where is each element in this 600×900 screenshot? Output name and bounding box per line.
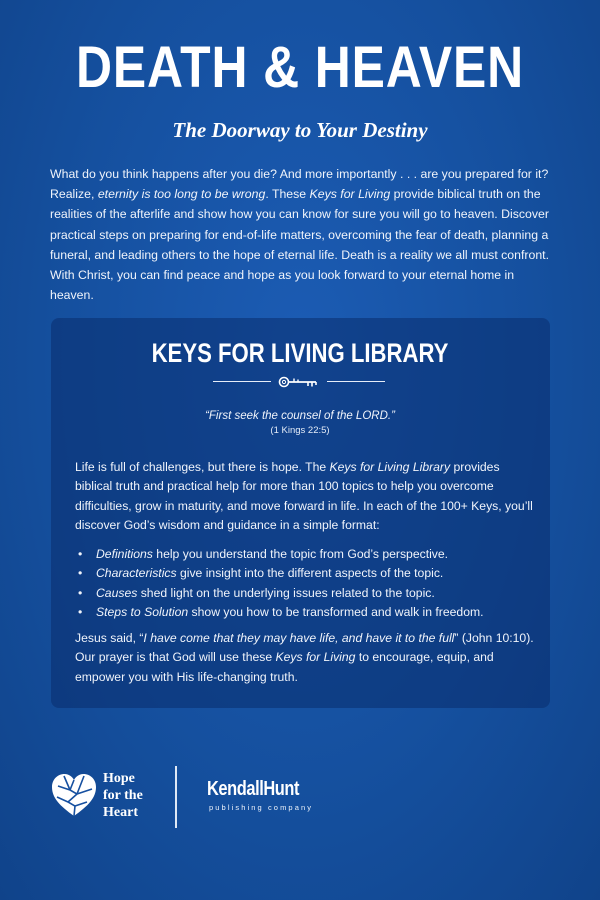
publisher-tagline: publishing company bbox=[209, 803, 314, 812]
bullet-icon: • bbox=[78, 566, 83, 581]
intro-emphasis: eternity is too long to be wrong bbox=[97, 187, 266, 202]
list-term: Steps to Solution bbox=[96, 604, 189, 619]
closing-text: Jesus said, “ bbox=[75, 631, 144, 645]
list-item bbox=[75, 603, 535, 622]
list-item bbox=[75, 584, 535, 603]
hope-logo-line: for the bbox=[103, 788, 143, 803]
hope-logo-line: Hope bbox=[103, 771, 135, 786]
divider-line-right bbox=[327, 381, 385, 382]
list-item bbox=[75, 545, 535, 564]
key-divider bbox=[213, 372, 385, 392]
list-text: give insight into the different aspects of the topic. bbox=[176, 566, 444, 581]
intro-emphasis: Keys for Living bbox=[309, 187, 391, 202]
closing-emphasis: Keys for Living bbox=[275, 650, 356, 665]
intro-text: provide biblical truth on the realities of the afterlife and show how you can know for sure you will go to heaven. Discover practical steps on preparing for end-of-life matters, overcoming the fear of death, planning a funeral, and leading others to the hope of eternal life. Death is a reality we all must confront. With Christ, you can find peace and hope as you look forward to your eternal home in heaven. bbox=[50, 187, 549, 303]
footer-divider bbox=[175, 766, 177, 828]
bullet-icon: • bbox=[78, 547, 83, 561]
heart-logo-icon bbox=[50, 772, 98, 820]
list-text: shed light on the underlying issues related to the topic. bbox=[137, 585, 435, 600]
hope-for-the-heart-logo bbox=[103, 770, 173, 821]
page-title: DEATH & HEAVEN bbox=[75, 35, 525, 100]
bullet-icon: • bbox=[78, 604, 83, 619]
library-text: Life is full of challenges, but there is hope. The bbox=[75, 460, 330, 474]
format-list bbox=[75, 545, 535, 622]
list-item bbox=[75, 564, 535, 583]
bullet-icon: • bbox=[78, 585, 83, 600]
divider-line-left bbox=[213, 381, 271, 382]
closing-paragraph bbox=[75, 629, 535, 687]
list-term: Causes bbox=[96, 585, 138, 600]
scripture-quote: “First seek the counsel of the LORD.” bbox=[205, 410, 395, 422]
page-subtitle: The Doorway to Your Destiny bbox=[172, 118, 428, 142]
hope-logo-line: Heart bbox=[103, 805, 138, 820]
kendall-hunt-logo: KendallHunt bbox=[207, 778, 300, 800]
closing-text: ” (John 10:10). Our prayer is that God will use these bbox=[75, 631, 534, 665]
library-title: KEYS FOR LIVING LIBRARY bbox=[151, 338, 449, 368]
library-text: provides biblical truth and practical help for more than 100 topics to help you overcome difficulties, grow in maturity, and move forward in life. In each of the 100+ Keys, you’ll discover God’s wisdom and guidance in a simple format: bbox=[75, 460, 533, 532]
key-icon bbox=[278, 374, 320, 390]
list-term: Characteristics bbox=[96, 566, 177, 581]
list-text: help you understand the topic from God’s perspective. bbox=[152, 547, 449, 561]
intro-text: What do you think happens after you die? And more importantly . . . are you prepared for it? Realize, bbox=[50, 167, 549, 202]
closing-text: to encourage, equip, and empower you with His life-changing truth. bbox=[75, 650, 494, 684]
list-term: Definitions bbox=[96, 547, 153, 561]
closing-emphasis: I have come that they may have life, and have it to the full bbox=[143, 631, 455, 645]
library-paragraph bbox=[75, 458, 535, 535]
list-text: show you how to be transformed and walk in freedom. bbox=[188, 604, 484, 619]
library-emphasis: Keys for Living Library bbox=[329, 460, 451, 474]
intro-text: . These bbox=[265, 187, 310, 202]
intro-paragraph bbox=[50, 164, 560, 305]
scripture-reference: (1 Kings 22:5) bbox=[270, 425, 330, 436]
